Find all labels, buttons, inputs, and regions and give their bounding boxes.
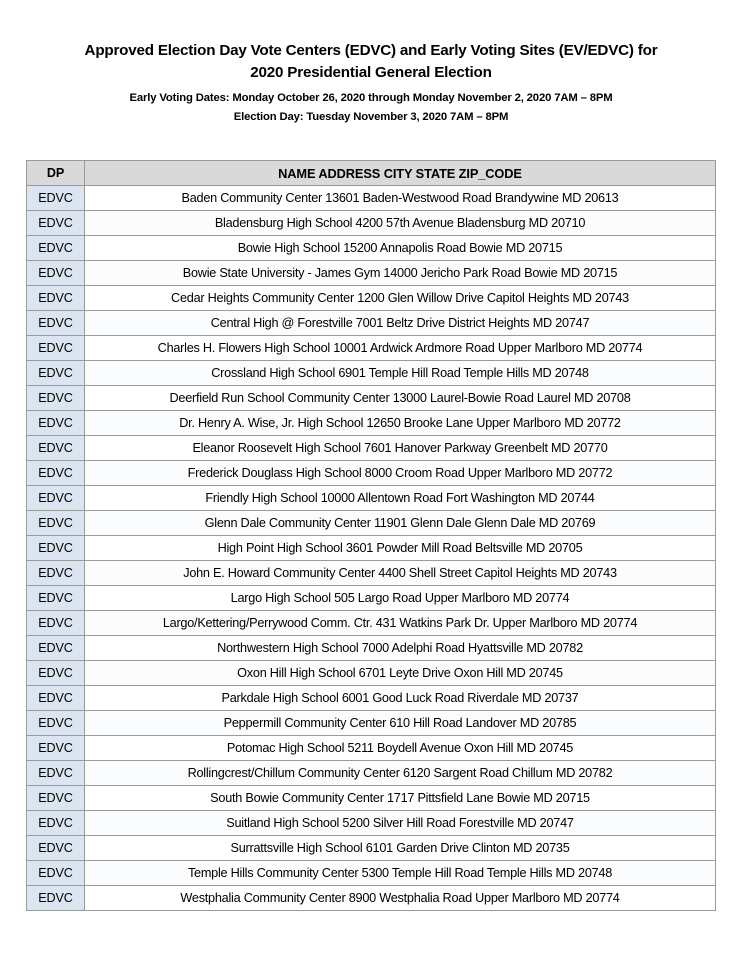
table-row: [27, 886, 716, 911]
table-row: [27, 786, 716, 811]
table-header: [27, 161, 716, 186]
cell-dp: EDVC: [27, 261, 85, 286]
table-row: [27, 761, 716, 786]
cell-name-address: Parkdale High School 6001 Good Luck Road Riverdale MD 20737: [85, 686, 716, 711]
cell-name-address: Oxon Hill High School 6701 Leyte Drive Oxon Hill MD 20745: [85, 661, 716, 686]
cell-name-address: South Bowie Community Center 1717 Pittsfield Lane Bowie MD 20715: [85, 786, 716, 811]
table-row: [27, 836, 716, 861]
cell-dp: EDVC: [27, 536, 85, 561]
table-row: [27, 461, 716, 486]
cell-name-address: Westphalia Community Center 8900 Westphalia Road Upper Marlboro MD 20774: [85, 886, 716, 911]
column-header-dp: DP: [27, 161, 85, 186]
table-row: [27, 636, 716, 661]
cell-dp: EDVC: [27, 886, 85, 911]
cell-dp: EDVC: [27, 236, 85, 261]
election-day-subtitle: Election Day: Tuesday November 3, 2020 7AM – 8PM: [233, 111, 509, 123]
cell-name-address: Dr. Henry A. Wise, Jr. High School 12650 Brooke Lane Upper Marlboro MD 20772: [85, 411, 716, 436]
cell-dp: EDVC: [27, 511, 85, 536]
cell-dp: EDVC: [27, 586, 85, 611]
cell-name-address: John E. Howard Community Center 4400 Shell Street Capitol Heights MD 20743: [85, 561, 716, 586]
cell-dp: EDVC: [27, 661, 85, 686]
cell-dp: EDVC: [27, 761, 85, 786]
cell-name-address: Bowie High School 15200 Annapolis Road Bowie MD 20715: [85, 236, 716, 261]
cell-name-address: Friendly High School 10000 Allentown Road Fort Washington MD 20744: [85, 486, 716, 511]
cell-name-address: Northwestern High School 7000 Adelphi Road Hyattsville MD 20782: [85, 636, 716, 661]
cell-name-address: High Point High School 3601 Powder Mill Road Beltsville MD 20705: [85, 536, 716, 561]
cell-dp: EDVC: [27, 711, 85, 736]
cell-dp: EDVC: [27, 836, 85, 861]
cell-name-address: Largo/Kettering/Perrywood Comm. Ctr. 431 Watkins Park Dr. Upper Marlboro MD 20774: [85, 611, 716, 636]
table-row: [27, 261, 716, 286]
cell-dp: EDVC: [27, 811, 85, 836]
table-row: [27, 736, 716, 761]
table-row: [27, 861, 716, 886]
cell-name-address: Bladensburg High School 4200 57th Avenue Bladensburg MD 20710: [85, 211, 716, 236]
page-title-line-1: Approved Election Day Vote Centers (EDVC) and Early Voting Sites (EV/EDVC) for: [84, 42, 658, 59]
vote-centers-table: [26, 160, 716, 911]
table-row: [27, 486, 716, 511]
early-voting-dates-subtitle: Early Voting Dates: Monday October 26, 2020 through Monday November 2, 2020 7AM – 8PM: [129, 92, 613, 104]
vote-centers-table-container: [26, 160, 715, 911]
cell-dp: EDVC: [27, 186, 85, 211]
cell-dp: EDVC: [27, 386, 85, 411]
cell-name-address: Cedar Heights Community Center 1200 Glen Willow Drive Capitol Heights MD 20743: [85, 286, 716, 311]
cell-name-address: Crossland High School 6901 Temple Hill Road Temple Hills MD 20748: [85, 361, 716, 386]
cell-name-address: Peppermill Community Center 610 Hill Road Landover MD 20785: [85, 711, 716, 736]
cell-name-address: Temple Hills Community Center 5300 Temple Hill Road Temple Hills MD 20748: [85, 861, 716, 886]
table-row: [27, 661, 716, 686]
table-row: [27, 236, 716, 261]
table-header-row: [27, 161, 716, 186]
cell-dp: EDVC: [27, 611, 85, 636]
cell-dp: EDVC: [27, 411, 85, 436]
table-row: [27, 286, 716, 311]
table-row: [27, 711, 716, 736]
cell-name-address: Potomac High School 5211 Boydell Avenue Oxon Hill MD 20745: [85, 736, 716, 761]
cell-dp: EDVC: [27, 361, 85, 386]
cell-dp: EDVC: [27, 311, 85, 336]
table-row: [27, 611, 716, 636]
cell-dp: EDVC: [27, 211, 85, 236]
table-row: [27, 811, 716, 836]
table-row: [27, 561, 716, 586]
table-row: [27, 311, 716, 336]
cell-name-address: Deerfield Run School Community Center 13000 Laurel-Bowie Road Laurel MD 20708: [85, 386, 716, 411]
cell-name-address: Eleanor Roosevelt High School 7601 Hanover Parkway Greenbelt MD 20770: [85, 436, 716, 461]
table-row: [27, 536, 716, 561]
cell-dp: EDVC: [27, 786, 85, 811]
cell-name-address: Suitland High School 5200 Silver Hill Road Forestville MD 20747: [85, 811, 716, 836]
cell-name-address: Charles H. Flowers High School 10001 Ardwick Ardmore Road Upper Marlboro MD 20774: [85, 336, 716, 361]
cell-dp: EDVC: [27, 336, 85, 361]
table-row: [27, 586, 716, 611]
page-title-line-2: 2020 Presidential General Election: [250, 64, 492, 81]
table-row: [27, 386, 716, 411]
table-row: [27, 186, 716, 211]
column-header-name-address: NAME ADDRESS CITY STATE ZIP_CODE: [85, 161, 716, 186]
cell-dp: EDVC: [27, 736, 85, 761]
table-row: [27, 686, 716, 711]
cell-dp: EDVC: [27, 486, 85, 511]
cell-name-address: Bowie State University - James Gym 14000 Jericho Park Road Bowie MD 20715: [85, 261, 716, 286]
cell-name-address: Baden Community Center 13601 Baden-Westwood Road Brandywine MD 20613: [85, 186, 716, 211]
cell-name-address: Central High @ Forestville 7001 Beltz Drive District Heights MD 20747: [85, 311, 716, 336]
document-heading: [0, 0, 742, 127]
table-row: [27, 336, 716, 361]
cell-dp: EDVC: [27, 636, 85, 661]
table-body: [27, 186, 716, 911]
cell-name-address: Largo High School 505 Largo Road Upper Marlboro MD 20774: [85, 586, 716, 611]
table-row: [27, 211, 716, 236]
cell-dp: EDVC: [27, 286, 85, 311]
table-row: [27, 361, 716, 386]
cell-name-address: Frederick Douglass High School 8000 Croom Road Upper Marlboro MD 20772: [85, 461, 716, 486]
cell-dp: EDVC: [27, 561, 85, 586]
cell-dp: EDVC: [27, 436, 85, 461]
table-row: [27, 436, 716, 461]
cell-dp: EDVC: [27, 686, 85, 711]
cell-dp: EDVC: [27, 861, 85, 886]
table-row: [27, 411, 716, 436]
cell-name-address: Surrattsville High School 6101 Garden Drive Clinton MD 20735: [85, 836, 716, 861]
cell-name-address: Glenn Dale Community Center 11901 Glenn Dale Glenn Dale MD 20769: [85, 511, 716, 536]
cell-dp: EDVC: [27, 461, 85, 486]
table-row: [27, 511, 716, 536]
cell-name-address: Rollingcrest/Chillum Community Center 6120 Sargent Road Chillum MD 20782: [85, 761, 716, 786]
